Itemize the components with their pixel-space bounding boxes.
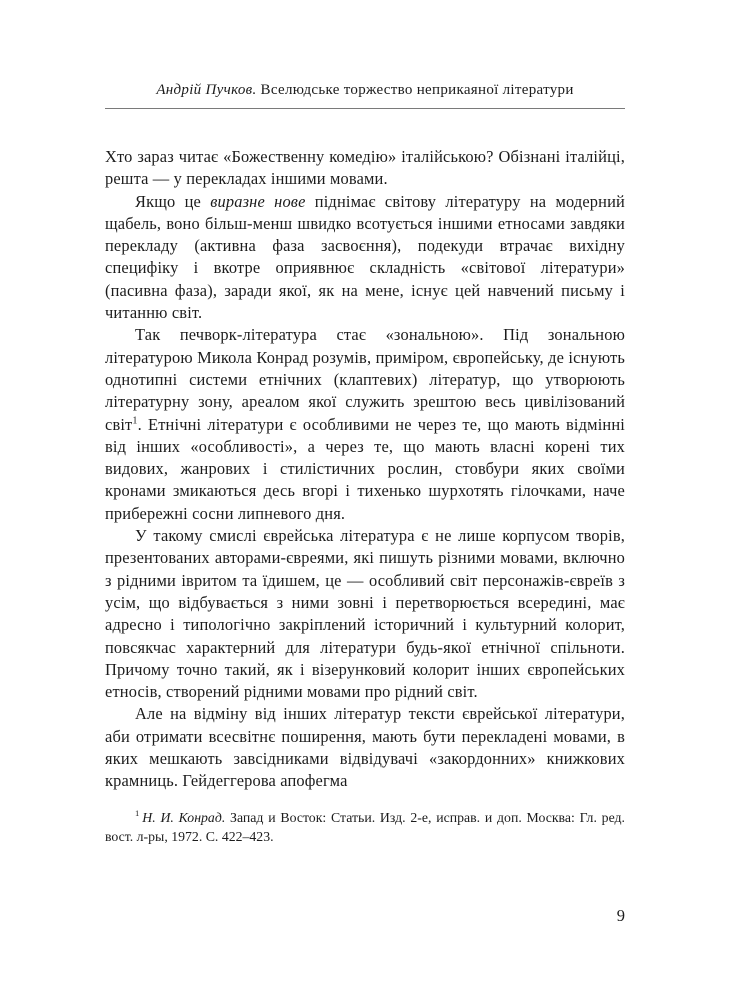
footnote-marker: 1: [135, 808, 140, 819]
running-head: [105, 82, 625, 99]
paragraph-1-text: Хто зараз читає «Божественну комедію» італійською? Обізнані італійці, решта — у перекладах іншими мовами.: [105, 147, 625, 189]
footnote-reference: 1: [132, 415, 138, 427]
paragraph-5-text: Але на відміну від інших літератур тексти єврейської літератури, аби отримати всесвітнє поширення, мають бути перекладені мовами, в яких мешкають завсідниками відвідувачі «закордонних» книжкових крамниць. Гейдеггерова апофегма: [105, 704, 625, 791]
paragraph-1: [105, 146, 625, 191]
paragraph-5: [105, 703, 625, 792]
running-head-author: Андрій Пучков.: [156, 82, 257, 98]
paragraph-2-emphasis: виразне нове: [210, 191, 306, 211]
paragraph-2-text-start: Якщо це: [135, 191, 211, 211]
paragraph-3: [105, 324, 625, 525]
footnote: [105, 808, 625, 847]
paragraph-2: [105, 191, 625, 325]
running-head-title: Вселюдське торжество неприкаяної літератури: [256, 82, 574, 98]
paragraph-4-text: У такому смислі єврейська література є не лише корпусом творів, презентованих авторами-євреями, які пишуть різними мовами, включно з рідними івритом та їдишем, це — особливий світ персонажів-євреїв з усім, що відбувається з ними зовні і перетворюється всередині, має адресно і типологічно закріплений історичний і культурний колорит, повсякчас характерний для літератури будь-якої етнічної спільноти. Причому точно такий, як і візерунковий колорит інших європейських етносів, створений рідними мовами про рідний світ.: [105, 526, 625, 702]
paragraph-4: [105, 525, 625, 703]
page-body: [105, 146, 625, 793]
page-number: 9: [616, 906, 625, 925]
paragraph-2-text-end: піднімає світову літературу на модерний щабель, воно більш-менш швидко всотується іншими етносами завдяки перекладу (активна фаза засвоєння), подекуди втрачає вихідну специфіку і вкотре оприявнює складність «світової літератури» (пасивна фаза), заради якої, як на мене, існує цей навчений письму і читанню світ.: [105, 191, 625, 323]
footnote-text: Запад и Восток: Статьи. Изд. 2-е, исправ. и доп. Москва: Гл. ред. вост. л-ры, 1972. С. 422–423.: [105, 809, 625, 845]
footnote-author: Н. И. Конрад.: [142, 809, 226, 825]
header-rule: [105, 108, 625, 109]
paragraph-3-text-start: Так печворк-література стає «зональною». Під зональною літературою Микола Конрад розумів, приміром, європейську, де існують однотипні системи етнічних (клаптевих) літератур, що утворюють літературну зону, ареалом якої служить зрештою весь цивілізований світ: [105, 325, 625, 434]
paragraph-3-text-end: . Етнічні літератури є особливими не через те, що мають відмінні від інших «особливості», а через те, що мають власні корені тих видових, жанрових і стилістичних рослин, стовбури яких своїми кронами змикаються десь вгорі і тихенько шурхотять гілочками, наче прибережні сосни липневого дня.: [105, 414, 625, 523]
